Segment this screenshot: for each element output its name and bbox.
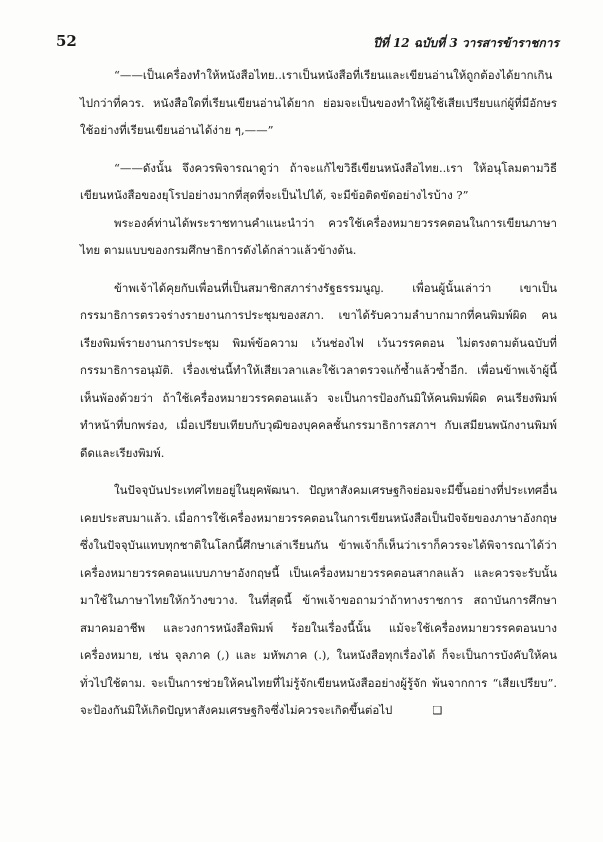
quote-paragraph-1: “——เป็นเครื่องทำให้หนังสือไทย..เราเป็นหนังสือที่เรียนและเขียนอ่านให้ถูกต้องได้ยากเกินไปกว่าที่ควร. หนังสือใดที่เรียนเขียนอ่านได้ยาก ย่อมจะเป็นของทำให้ผู้ใช้เสียเปรียบแก่ผู้ที่มีอักษรใช้อย่างที่เรียนเขียนอ่านได้ง่าย ๆ,——”	[80, 68, 557, 137]
body-paragraph-4: ข้าพเจ้าได้คุยกับเพื่อนที่เป็นสมาชิกสภาร่างรัฐธรรมนูญ. เพื่อนผู้นั้นเล่าว่า เขาเป็นกรรมาธิการตรวจร่างรายงานการประชุมของสภา. เขาได้รับความลำบากมากที่คนพิมพ์ผิด คนเรียงพิมพ์รายงานการประชุม พิมพ์ข้อความ เว้นช่องไฟ เว้นวรรคตอน ไม่ตรงตามต้นฉบับที่กรรมาธิการอนุมัติ. เรื่องเช่นนี้ทำให้เสียเวลาและใช้เวลาตรวจแก้ซ้ำแล้วซ้ำอีก. เพื่อนข้าพเจ้าผู้นี้เห็นพ้องด้วยว่า ถ้าใช้เครื่องหมายวรรคตอนแล้ว จะเป็นการป้องกันมิให้คนพิมพ์ผิด คนเรียงพิมพ์ ทำหน้าที่บกพร่อง, เมื่อเปรียบเทียบกับวุฒิของบุคคลชั้นกรรมาธิการสภาฯ กับเสมียนพนักงานพิมพ์ดีดและเรียงพิมพ์.	[80, 280, 557, 460]
article-body	[80, 62, 557, 725]
page-header	[56, 32, 559, 54]
body-paragraph-5-text: ในปัจจุบันประเทศไทยอยู่ในยุคพัฒนา. ปัญหาสังคมเศรษฐกิจย่อมจะมีขึ้นอย่างที่ประเทศอื่นเคยประสบมาแล้ว. เมื่อการใช้เครื่องหมายวรรคตอนในการเขียนหนังสือเป็นปัจจัยของภาษาอังกฤษ ซึ่งในปัจจุบันแทบทุกชาติในโลกนี้ศึกษาเล่าเรียนกัน ข้าพเจ้าก็เห็นว่าเราก็ควรจะได้พิจารณาได้ว่า เครื่องหมายวรรคตอนแบบภาษาอังกฤษนี้ เป็นเครื่องหมายวรรคตอนสากลแล้ว และควรจะรับนั้นมาใช้ในภาษาไทยให้กว้างขวาง. ในที่สุดนี้ ข้าพเจ้าขอถามว่าถ้าทางราชการ สถาบันการศึกษา สมาคมอาชีพ และวงการหนังสือพิมพ์ ร้อยในเรื่องนี้นั้น แม้จะใช้เครื่องหมายวรรคตอนบางเครื่องหมาย, เช่น จุลภาค (,) และ มหัพภาค (.), ในหนังสือทุกเรื่องได้ ก็จะเป็นการบังคับให้คนทั่วไปใช้ตาม. จะเป็นการช่วยให้คนไทยที่ไม่รู้จักเขียนหนังสืออย่างผู้รู้จัก พ้นจากการ “เสียเปรียบ”. จะป้องกันมิให้เกิดปัญหาสังคมเศรษฐกิจซึ่งไม่ควรจะเกิดขึ้นต่อไป	[80, 483, 557, 717]
page-number: 52	[56, 32, 77, 50]
running-head: ปีที่ 12 ฉบับที่ 3 วารสารข้าราชการ	[373, 36, 559, 50]
body-paragraph-5	[80, 477, 557, 725]
end-mark-icon: ❑	[432, 704, 443, 717]
quote-paragraph-2: “——ดังนั้น จึงควรพิจารณาดูว่า ถ้าจะแก้ไขวิธีเขียนหนังสือไทย..เรา ให้อนุโลมตามวิธีเขียนหนังสือของยุโรปอย่างมากที่สุดที่จะเป็นไปได้, จะมีข้อติดขัดอย่างไรบ้าง ?”	[80, 160, 557, 202]
body-paragraph-3: พระองค์ท่านได้พระราชทานคำแนะนำว่า ควรใช้เครื่องหมายวรรคตอนในการเขียนภาษาไทย ตามแบบของกรมศึกษาธิการดังได้กล่าวแล้วข้างต้น.	[80, 215, 557, 257]
